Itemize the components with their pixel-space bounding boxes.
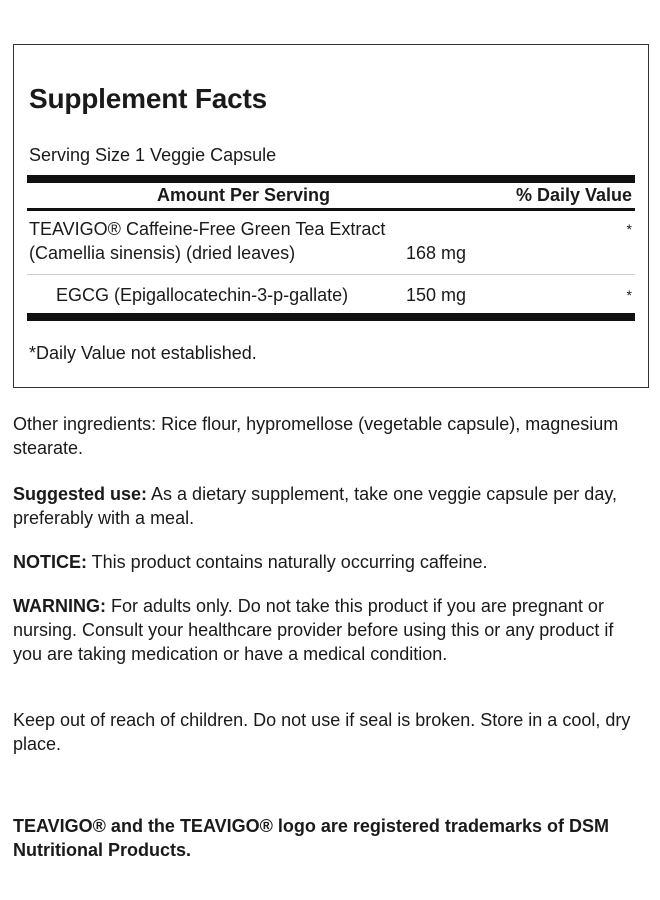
- bottom-thick-rule: [27, 313, 635, 321]
- row-2-daily-value: *: [626, 287, 632, 303]
- daily-value-footnote: *Daily Value not established.: [29, 343, 257, 363]
- header-amount-per-serving: Amount Per Serving: [157, 185, 331, 205]
- trademark-text: TEAVIGO® and the TEAVIGO® logo are registered trademarks of DSM Nutritional Products.: [13, 816, 609, 860]
- row-1-name-line2: (Camellia sinensis) (dried leaves): [29, 243, 296, 263]
- suggested-use-text: As a dietary supplement, take one veggie capsule per day, preferably with a meal.: [13, 484, 617, 528]
- storage-instructions: [13, 708, 643, 756]
- row-divider: [27, 274, 635, 275]
- serving-size: Serving Size 1 Veggie Capsule: [29, 145, 277, 165]
- notice: [13, 550, 643, 574]
- suggested-use: [13, 482, 643, 530]
- storage-text: Keep out of reach of children. Do not use if seal is broken. Store in a cool, dry place.: [13, 710, 631, 754]
- row-2-amount: 150 mg: [406, 285, 467, 305]
- warning-label: WARNING:: [13, 596, 106, 616]
- header-daily-value: % Daily Value: [515, 185, 632, 205]
- row-1-amount: 168 mg: [406, 243, 467, 263]
- warning-text: For adults only. Do not take this product if you are pregnant or nursing. Consult your healthcare provider before using this or any product if you are taking medication or have a medical condition.: [13, 596, 614, 664]
- row-1-daily-value: *: [626, 221, 632, 237]
- notice-text: This product contains naturally occurring caffeine.: [87, 552, 488, 572]
- trademark-notice: [13, 814, 643, 862]
- notice-label: NOTICE:: [13, 552, 87, 572]
- panel-title: Supplement Facts: [29, 83, 267, 114]
- row-1-name-line1: TEAVIGO® Caffeine-Free Green Tea Extract: [29, 219, 386, 239]
- suggested-use-label: Suggested use:: [13, 484, 148, 504]
- supplement-facts-panel: [13, 44, 649, 388]
- warning: [13, 594, 643, 666]
- row-2-name: EGCG (Epigallocatechin-3-p-gallate): [56, 285, 349, 305]
- other-ingredients-text: Other ingredients: Rice flour, hypromellose (vegetable capsule), magnesium stearate.: [13, 414, 619, 458]
- top-thick-rule: [27, 175, 635, 183]
- header-rule: [27, 208, 635, 211]
- other-ingredients: [13, 412, 643, 460]
